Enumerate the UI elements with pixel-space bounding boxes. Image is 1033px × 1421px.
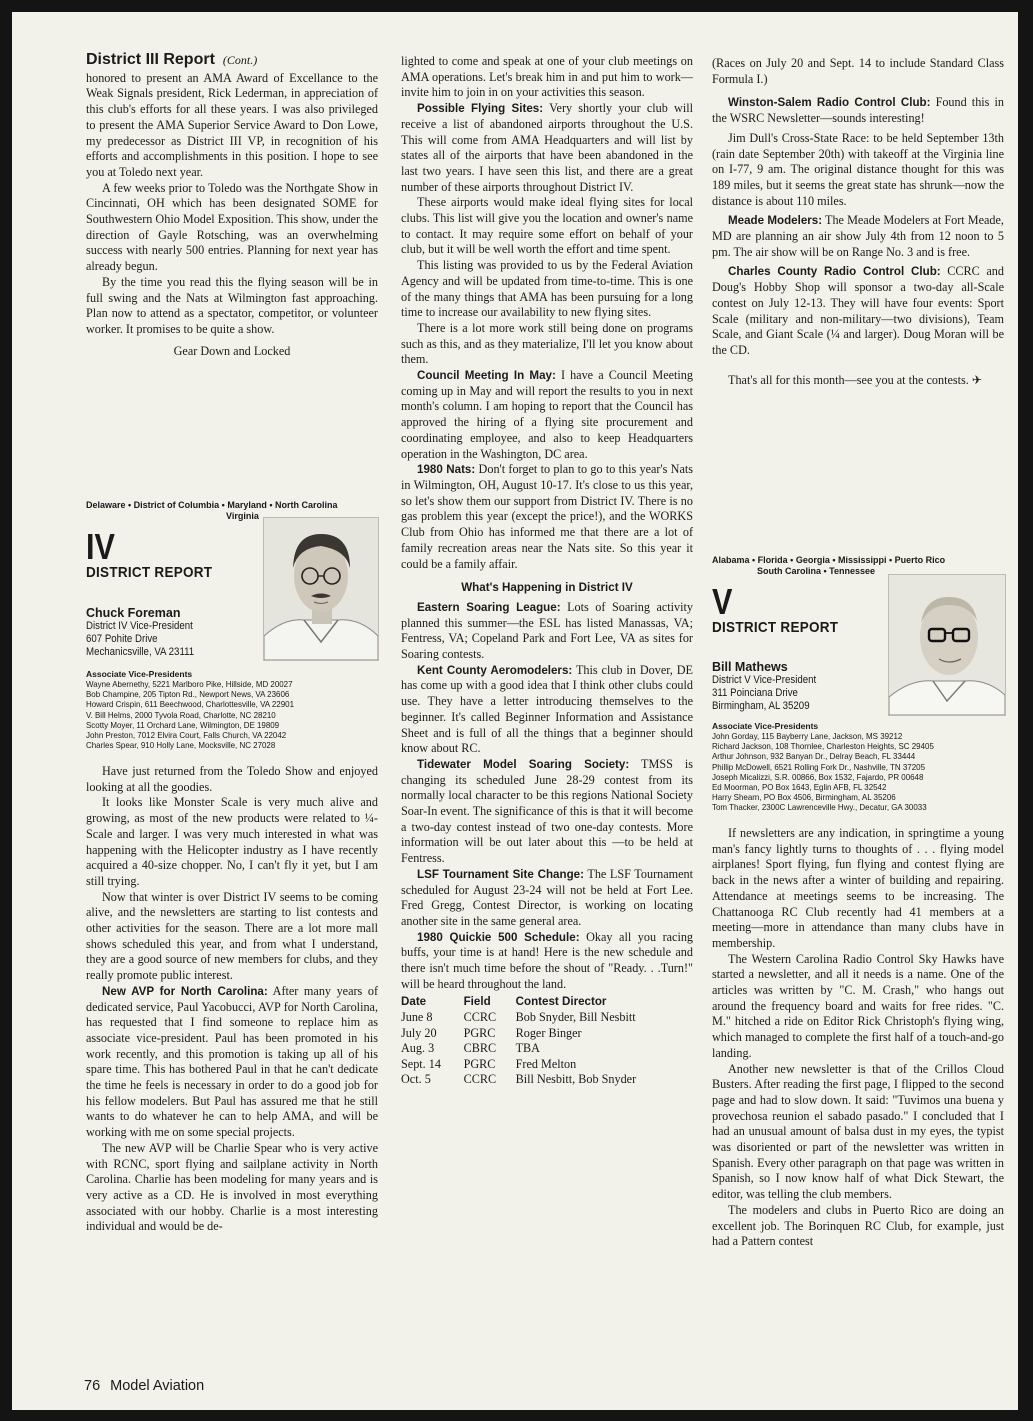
table-cell: Aug. 3: [401, 1041, 435, 1056]
avp-entry: Tom Thacker, 2300C Lawrenceville Hwy., Decatur, GA 30033: [712, 802, 927, 813]
portrait-image: [264, 518, 378, 660]
magazine-title: Model Aviation: [110, 1378, 205, 1394]
district-v-title: DISTRICT REPORT: [712, 619, 839, 636]
avp-entry: Howard Crispin, 611 Beechwood, Charlottesville, VA 22901: [86, 699, 295, 710]
table-row: [401, 1010, 693, 1026]
district-v-vp: [712, 660, 892, 713]
paragraph: These airports would make ideal flying sites for local clubs. This list will give you the location and owner's name to contact. It may require some effort on behalf of your club, but it will be well worth the effort and time spent.: [401, 195, 693, 257]
paragraph: Another new newsletter is that of the Crillos Cloud Busters. After reading the first page, I flipped to the second page and had to slow down. It said: "Tuvimos una buena y provechosa reunion el sabado pasado." I concluded that I had an unusual amount of balsa dust in my eyes, the typist was disoriented or part of the newsletter was written in Spanish. Every other paragraph on that page was written in Spanish, so I now know half of what Dick Stewart, the editor, was telling the club members.: [712, 1061, 1004, 1202]
column-2: [401, 54, 693, 1088]
table-cell: Fred Melton: [515, 1056, 577, 1071]
paragraph: Have just returned from the Toledo Show and enjoyed looking at all the goodies.: [86, 764, 378, 794]
quickie-500-schedule-table: [401, 994, 693, 1088]
page-number: 76: [84, 1378, 101, 1394]
portrait-image: [889, 575, 1005, 715]
avp-heading: Associate Vice-Presidents: [712, 721, 819, 731]
district-iv-vp: [86, 606, 266, 659]
avp-entry: Joseph Micalizzi, S.R. 00866, Box 1532, Fajardo, PR 00648: [712, 771, 924, 782]
paragraph: Possible Flying Sites: Very shortly your club will receive a list of abandoned airports throughout the U.S. This will come from AMA Headquarters and will list by states all of the airports that have been abandoned in the last two years. I have seen this list, and there are a great number of these airports throughout District IV.: [401, 101, 693, 194]
paragraph: New AVP for North Carolina: After many years of dedicated service, Paul Yacobucci, AVP for North Carolina, has requested that I find someone to replace him as associate vice-president. Paul has been promoted in his work recently, and this promotion is taking up all of his spare time. This has bothered Paul in that he can't dedicate the time he feels is necessary in order to do a good job for his fellow modelers. But Paul has assured me that he still wants to do whatever he can to help AMA, and will be working with me on some special projects.: [86, 983, 379, 1140]
paragraph: 1980 Nats: Don't forget to plan to go to this year's Nats in Wilmington, OH, August 10-17. It's close to us this year, so let's show them our support from District IV. There is no gas problem this year (except the price!), and the WORKS Club from Ohio has informed me that there are a lot of family recreation areas near the Nats site. So this year it could be a family affair.: [401, 462, 694, 571]
vp-title: District IV Vice-President: [86, 620, 193, 632]
avp-entry: Bob Champine, 205 Tipton Rd., Newport News, VA 23606: [86, 689, 290, 700]
avp-heading: Associate Vice-Presidents: [86, 669, 193, 679]
table-header-row: [401, 994, 693, 1010]
district-v-avps: [712, 716, 1008, 813]
table-cell: CCRC: [463, 1072, 497, 1087]
bill-mathews-photo: [888, 574, 1006, 716]
magazine-page: [12, 12, 1018, 1410]
paragraph: There is a lot more work still being done on programs such as this, and as they materialize, I'll let you know about them.: [401, 320, 693, 367]
vp-title: District V Vice-President: [712, 674, 817, 686]
table-cell: Oct. 5: [401, 1072, 431, 1087]
paragraph: honored to present an AMA Award of Excellance to the Weak Signals president, Rick Lederman, in appreciation of this club's efforts for all these years. I was also privileged to present the AMA Superior Service Award to Don Lowe, my predecessor as District III VP, in recognition of his efforts and accomplishments in this position. I hope to see you at Toledo next year.: [86, 70, 378, 179]
vp-address: 607 Pohite Drive: [86, 633, 158, 645]
paragraph: Winston-Salem Radio Control Club: Found this in the WSRC Newsletter—sounds interesting!: [712, 95, 1004, 126]
avp-entry: Phillip McDowell, 6521 Rolling Fork Dr., Nashville, TN 37205: [712, 761, 925, 772]
vp-name: Bill Mathews: [712, 660, 788, 674]
table-cell: CBRC: [463, 1041, 497, 1056]
paragraph: 1980 Quickie 500 Schedule: Okay all you racing buffs, your time is at hand! Here is the new schedule and there isn't much time before the shout of "Ready. . .Turn!" will be heard throughout the land.: [401, 929, 694, 991]
paragraph: Jim Dull's Cross-State Race: to be held September 13th (rain date September 20th) with takeoff at the Virginia line on I-77, 9 am. The original distance thought for this was 189 miles, but it seems the great state has shrunk—now the distance is about 110 miles.: [712, 130, 1004, 208]
avp-entry: Arthur Johnson, 932 Banyan Dr., Delray Beach, FL 33444: [712, 751, 916, 762]
table-cell: Bob Snyder, Bill Nesbitt: [515, 1010, 636, 1025]
avp-entry: John Gorday, 115 Bayberry Lane, Jackson, MS 39212: [712, 731, 903, 741]
continued-label: (Cont.): [222, 53, 258, 67]
table-cell: TBA: [515, 1041, 540, 1056]
paragraph: The Western Carolina Radio Control Sky Hawks have started a newsletter, and all it needs is a name. One of the articles was written by "C. M. Crash," who hangs out around the frequency board and waits for free rides. "C. M." hitched a ride on Editor Rick Christoph's flying wing, which managed to complete the first half of a touch-and-go landing.: [712, 951, 1004, 1060]
paragraph: This listing was provided to us by the Federal Aviation Agency and will be updated from time-to-time. This is one of the many things that AMA has been pursuing for a long time to increase our availability to new flying sites.: [401, 258, 693, 320]
paragraph: LSF Tournament Site Change: The LSF Tournament scheduled for August 23-24 will not be held at Fort Lee. Fred Gregg, Contest Director, is working on locating another site in the same general area.: [401, 866, 694, 928]
avp-entry: Charles Spear, 910 Holly Lane, Mocksville, NC 27028: [86, 740, 276, 751]
paragraph: Tidewater Model Soaring Society: TMSS is changing its scheduled June 28-29 contest from its normally local character to be this regions National Society Soar-In event. The significance of this is that it will become a two-day contest instead of two one-day contests. More information will be out later about this —to be held at Fentress.: [401, 756, 694, 866]
avp-entry: Richard Jackson, 108 Thornlee, Charleston Heights, SC 29405: [712, 741, 934, 752]
paragraph: Now that winter is over District IV seems to be coming alive, and the newsletters are starting to list contests and other activities for the season. There are a lot more mall shows scheduled this year, and from what I understand, they are a good source of new members for clubs, and they really promote public interest.: [86, 889, 378, 983]
column-header: Field: [463, 995, 491, 1009]
district-iv-body: [86, 764, 378, 1235]
avp-entry: Harry Shearn, PO Box 4506, Birmingham, AL 35206: [712, 792, 896, 803]
signoff: Gear Down and Locked: [173, 343, 291, 358]
district-v-states: Alabama • Florida • Georgia • Mississippi • Puerto Rico: [712, 555, 946, 565]
avp-entry: Scotty Moyer, 11 Orchard Lane, Wilmington, DE 19809: [86, 719, 280, 730]
paragraph: The modelers and clubs in Puerto Rico are doing an excellent job. The Borinquen RC Club, for example, just had a Pattern contest: [712, 1202, 1004, 1249]
paragraph: lighted to come and speak at one of your club meetings on AMA operations. Let's break him in and put him to work—invite him to join in on your activities this season.: [401, 54, 693, 100]
table-cell: June 8: [401, 1010, 433, 1025]
avp-entry: Wayne Abernethy, 5221 Marlboro Pike, Hillside, MD 20027: [86, 679, 293, 689]
vp-address: Birmingham, AL 35209: [712, 700, 810, 712]
vp-name: Chuck Foreman: [86, 606, 181, 620]
district-iv-roman: IV: [86, 526, 115, 567]
paragraph: Council Meeting In May: I have a Council Meeting coming up in May and will report the results to you in next month's column. I am hoping to report that the Council has approved the hiring of a flying site procurement and coordinating employee, and also to keep Headquarters operation in the Washington, DC area.: [401, 368, 693, 461]
district-iv-avps: [86, 664, 378, 750]
paragraph: Meade Modelers: The Meade Modelers at Fort Meade, MD are planning an air show July 4th from 12 noon to 5 pm. The air show will be on Range No. 3 and is free.: [712, 213, 1004, 259]
page-footer: [84, 1378, 214, 1394]
paragraph: That's all for this month—see you at the contests. ✈: [728, 372, 983, 387]
district-iv-title: DISTRICT REPORT: [86, 564, 213, 581]
avp-entry: Ed Moorman, PO Box 1643, Eglin AFB, FL 32542: [712, 782, 887, 793]
paragraph: (Races on July 20 and Sept. 14 to include Standard Class Formula I.): [712, 56, 1004, 86]
column-header: Contest Director: [515, 995, 607, 1009]
table-cell: Sept. 14: [401, 1056, 441, 1071]
avp-entry: V. Bill Helms, 2000 Tyvola Road, Charlotte, NC 28210: [86, 709, 276, 720]
district-v-body: [712, 826, 1004, 1250]
chuck-foreman-photo: [263, 517, 379, 661]
section-heading: What's Happening in District IV: [461, 581, 633, 595]
table-row: [401, 1026, 693, 1042]
table-cell: PGRC: [463, 1025, 496, 1040]
table-row: [401, 1057, 693, 1073]
paragraph: A few weeks prior to Toledo was the Northgate Show in Cincinnati, OH which has been designated SOME for Southwestern Ohio Model Exposition. This show, under the direction of Gayle Rotsching, was an overwhelming success with nearly 500 entries. Planning for next year has already begun.: [86, 180, 378, 274]
paragraph: By the time you read this the flying season will be in full swing and the Nats at Wilmington fast approaching. Plan now to attend as a spectator, competitor, or volunteer worker. It promises to be quite a show.: [86, 274, 378, 336]
paragraph: If newsletters are any indication, in springtime a young man's fancy lightly turns to thoughts of . . . flying model airplanes! Sport flying, fun flying and contest flying are back in the news after a winter of building and repairing. Attendance at meetings seems to be increasing. The Chattanooga RC Club recently had 41 members at a meeting—more in attendance than many clubs have in membership.: [712, 826, 1004, 950]
district-iv-states-2: Virginia: [226, 511, 259, 521]
table-cell: Bill Nesbitt, Bob Snyder: [515, 1072, 637, 1087]
vp-address: Mechanicsville, VA 23111: [86, 646, 195, 658]
table-row: [401, 1072, 693, 1088]
paragraph: Eastern Soaring League: Lots of Soaring activity planned this summer—the ESL has listed Manassas, VA; Fentress, VA; Copeland Park and Fort Lee, VA as sites for Soaring contests.: [401, 599, 693, 662]
avp-entry: John Preston, 7012 Elvira Court, Falls Church, VA 22042: [86, 730, 287, 741]
vp-address: 311 Poinciana Drive: [712, 687, 798, 699]
table-row: [401, 1041, 693, 1057]
column-header: Date: [401, 995, 427, 1009]
district-iii-heading: District III Report (Cont.): [86, 51, 258, 68]
paragraph: Kent County Aeromodelers: This club in Dover, DE has come up with a good idea that I think other clubs could use. They have a letter introducing themselves to the beginner. It's called Beginner Information and Assistance Sheet and is full of all the things that a beginner should know about RC.: [401, 662, 694, 756]
district-v-states-2: South Carolina • Tennessee: [757, 566, 876, 576]
table-cell: PGRC: [463, 1056, 496, 1071]
district-v-roman: V: [712, 581, 733, 622]
column-1: [86, 52, 378, 359]
table-cell: July 20: [401, 1025, 437, 1040]
paragraph: Charles County Radio Control Club: CCRC and Doug's Hobby Shop will sponsor a two-day all-Scale contest on July 12-13. They will have four events: Sport Scale (military and non-military—two divisions), Team Scale, and Giant Scale (¼ and larger). Doug Moran will be the CD.: [712, 264, 1004, 357]
table-cell: Roger Binger: [515, 1025, 582, 1040]
paragraph: The new AVP will be Charlie Spear who is very active with RCNC, sport flying and sailplane activity in North Carolina. Charlie has been modeling for many years and is very active as a CD. He is involved in most everything associated with our hobby. Charlie is a most interesting individual and would be de-: [86, 1140, 378, 1234]
district-iv-states: Delaware • District of Columbia • Maryland • North Carolina: [86, 500, 338, 510]
column-3: [712, 56, 1004, 388]
table-cell: CCRC: [463, 1010, 497, 1025]
paragraph: It looks like Monster Scale is very much alive and growing, as most of the new products were related to ¼-Scale and larger. I was very much interested in what was happening with the Helicopter industry as I have recently acquired a 40-size chopper. No, I can't fly it yet, but I am still trying.: [86, 795, 378, 888]
